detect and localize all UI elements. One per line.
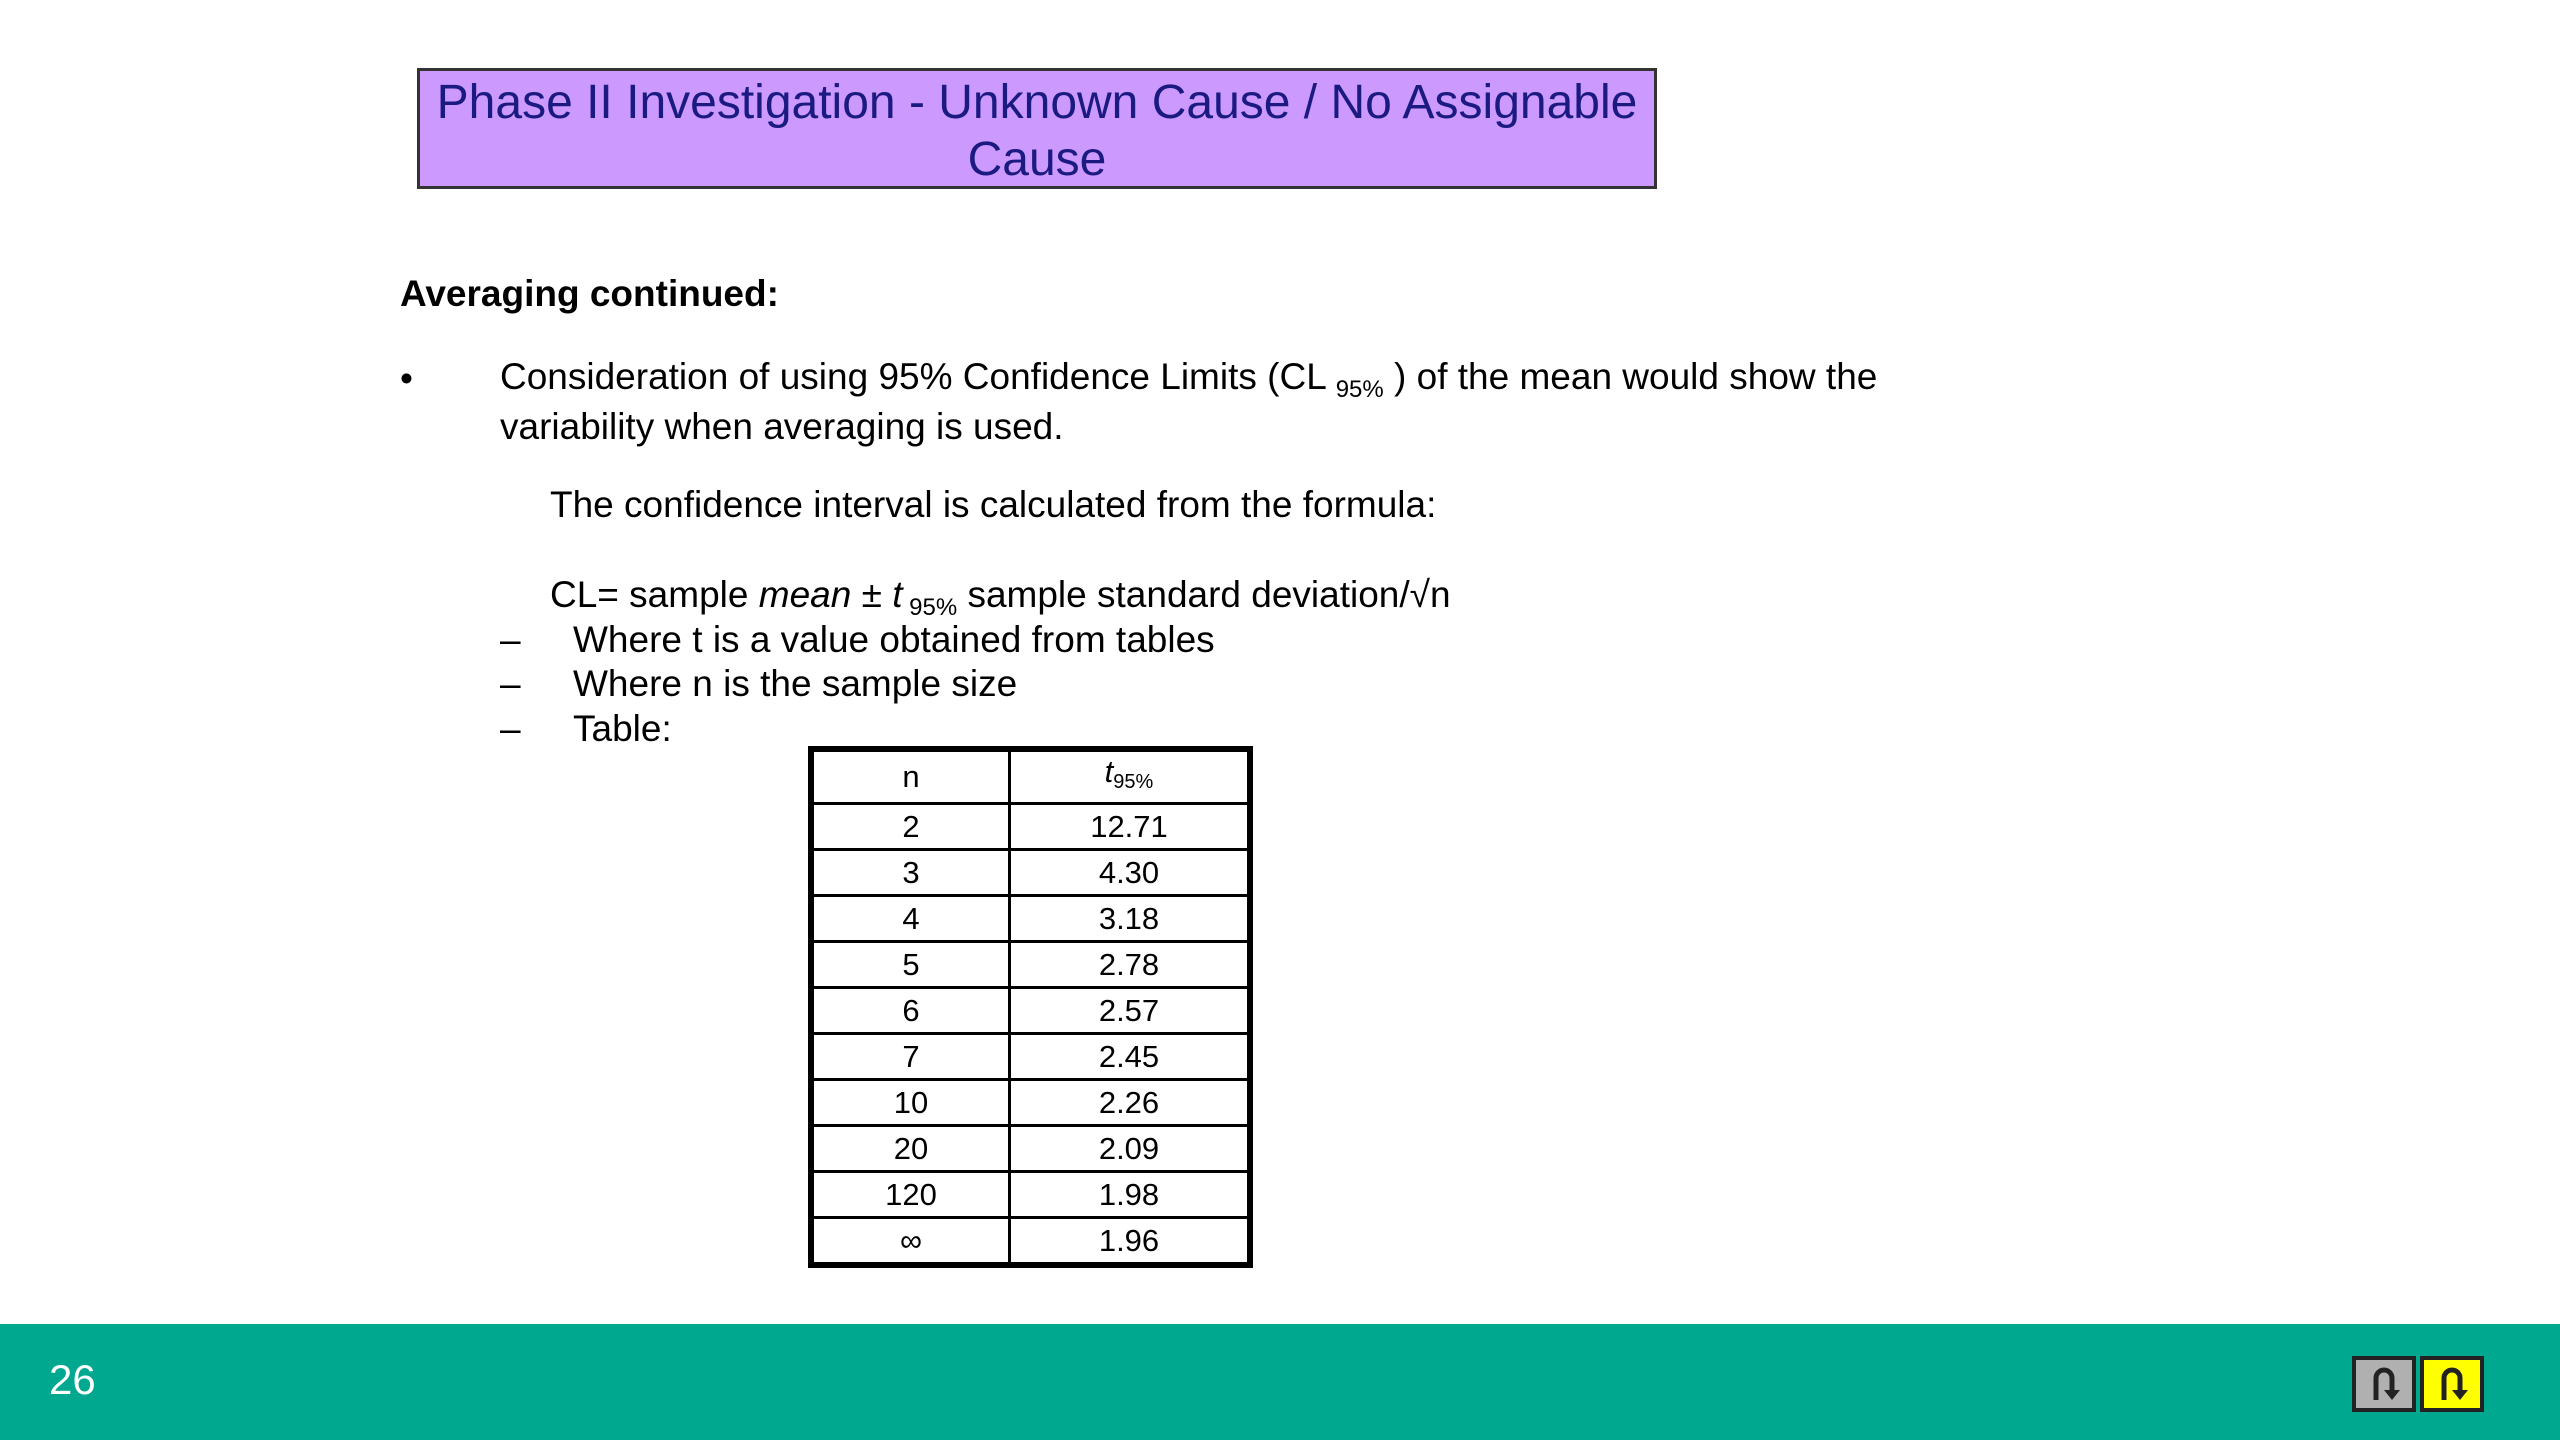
dash-item-text: Where n is the sample size	[573, 663, 1018, 704]
table-cell-t: 1.96	[1010, 1218, 1251, 1266]
bullet-subscript: 95%	[1335, 376, 1384, 403]
table-header-t-symbol: t	[1104, 754, 1114, 789]
formula-plus-minus: ±	[851, 574, 893, 615]
table-cell-n: 10	[811, 1080, 1010, 1126]
table-cell-t: 12.71	[1010, 804, 1251, 850]
formula-t: t	[892, 574, 903, 615]
table-cell-t: 2.78	[1010, 942, 1251, 988]
back-nav-button[interactable]	[2352, 1356, 2416, 1412]
table-cell-t: 2.26	[1010, 1080, 1251, 1126]
bullet-text-part-b: ) of the mean would show the variability when averaging is used.	[500, 356, 1878, 447]
table-header-t	[1010, 749, 1251, 804]
dash-symbol: –	[500, 619, 521, 660]
table-row	[811, 896, 1250, 942]
table-row	[811, 988, 1250, 1034]
slide-title-line-2: Cause	[967, 133, 1107, 186]
dash-symbol: –	[500, 708, 521, 749]
table-row	[811, 1126, 1250, 1172]
return-nav-button[interactable]	[2420, 1356, 2484, 1412]
slide-title	[417, 68, 1657, 189]
table-cell-n: 20	[811, 1126, 1010, 1172]
table-header-t-subscript: 95%	[1113, 771, 1154, 793]
table-header-n: n	[811, 749, 1010, 804]
bullet-symbol: •	[400, 358, 413, 399]
dash-item-text: Table:	[573, 708, 672, 749]
table-row	[811, 942, 1250, 988]
table-cell-t: 2.09	[1010, 1126, 1251, 1172]
section-heading: Averaging continued:	[400, 273, 779, 314]
table-cell-n: ∞	[811, 1218, 1010, 1266]
table-cell-n: 2	[811, 804, 1010, 850]
table-row	[811, 1034, 1250, 1080]
slide-title-line-1: Phase II Investigation - Unknown Cause / No Assignable	[436, 76, 1638, 129]
table-cell-n: 4	[811, 896, 1010, 942]
u-turn-back-icon	[2432, 1364, 2472, 1404]
t-value-table	[808, 746, 1253, 1268]
bullet-text-part-a: Consideration of using 95% Confidence Limits (CL	[500, 356, 1336, 397]
table-cell-n: 5	[811, 942, 1010, 988]
table-cell-n: 3	[811, 850, 1010, 896]
table-row	[811, 850, 1250, 896]
bullet-text	[500, 358, 2000, 445]
table-cell-n: 120	[811, 1172, 1010, 1218]
table-cell-t: 1.98	[1010, 1172, 1251, 1218]
page-number: 26	[49, 1356, 96, 1403]
footer-bar	[0, 1324, 2560, 1440]
table-cell-t: 3.18	[1010, 896, 1251, 942]
table-cell-t: 2.45	[1010, 1034, 1251, 1080]
table-cell-t: 4.30	[1010, 850, 1251, 896]
table-cell-n: 6	[811, 988, 1010, 1034]
formula-prefix: CL= sample	[550, 574, 759, 615]
table-cell-t: 2.57	[1010, 988, 1251, 1034]
u-turn-back-icon	[2364, 1364, 2404, 1404]
formula-subscript: 95%	[902, 594, 958, 621]
formula-line	[550, 574, 1451, 622]
table-row	[811, 1080, 1250, 1126]
table-row	[811, 1172, 1250, 1218]
formula-intro: The confidence interval is calculated from the formula:	[550, 484, 1437, 525]
table-cell-n: 7	[811, 1034, 1010, 1080]
table-row	[811, 804, 1250, 850]
dash-symbol: –	[500, 663, 521, 704]
table-row	[811, 1218, 1250, 1266]
formula-mean: mean	[758, 574, 852, 615]
formula-suffix: sample standard deviation/√n	[957, 574, 1451, 615]
dash-item-text: Where t is a value obtained from tables	[573, 619, 1215, 660]
table-header-row	[811, 749, 1250, 804]
